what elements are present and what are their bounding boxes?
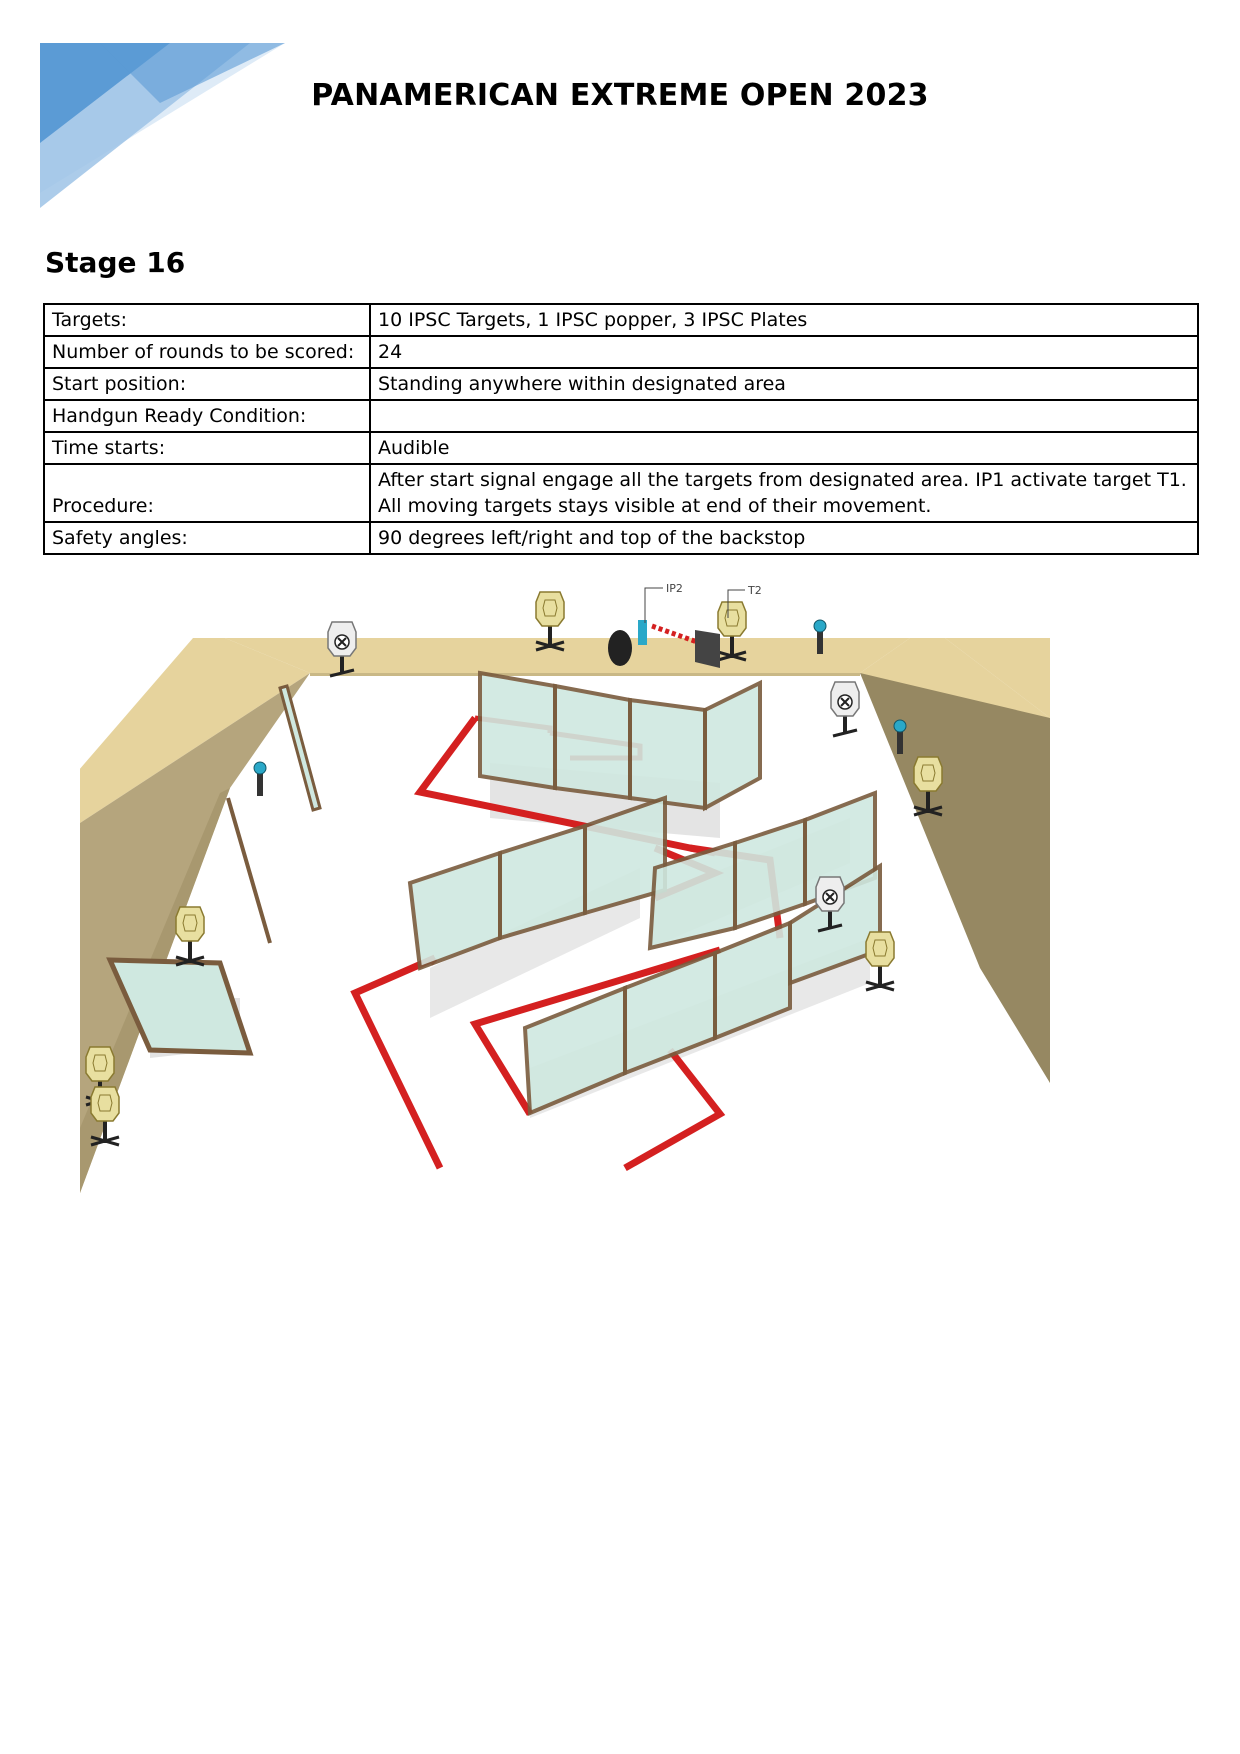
table-row xyxy=(44,432,1198,464)
table-row xyxy=(44,336,1198,368)
table-row xyxy=(44,464,1198,522)
stage-title: Stage 16 xyxy=(45,246,186,279)
row-value: Standing anywhere within designated area xyxy=(370,368,1198,400)
stage-briefing-table xyxy=(43,303,1199,555)
table-row xyxy=(44,400,1198,432)
stage-diagram xyxy=(80,578,1180,1238)
row-value: 90 degrees left/right and top of the backstop xyxy=(370,522,1198,554)
row-label: Start position: xyxy=(44,368,370,400)
row-label: Handgun Ready Condition: xyxy=(44,400,370,432)
label-t2: T2 xyxy=(748,584,762,597)
row-value: 24 xyxy=(370,336,1198,368)
row-label: Targets: xyxy=(44,304,370,336)
header-corner-graphic xyxy=(40,43,285,213)
document-title: PANAMERICAN EXTREME OPEN 2023 xyxy=(311,78,929,113)
row-value: 10 IPSC Targets, 1 IPSC popper, 3 IPSC Plates xyxy=(370,304,1198,336)
row-value: After start signal engage all the targets from designated area. IP1 activate target T1. All moving targets stays visible at end of their movement. xyxy=(370,464,1198,522)
label-ip2: IP2 xyxy=(666,582,683,595)
table-row xyxy=(44,522,1198,554)
row-label: Safety angles: xyxy=(44,522,370,554)
row-value: Audible xyxy=(370,432,1198,464)
row-label: Time starts: xyxy=(44,432,370,464)
table-row xyxy=(44,304,1198,336)
row-label: Procedure: xyxy=(44,464,370,522)
row-value xyxy=(370,400,1198,432)
table-row xyxy=(44,368,1198,400)
row-label: Number of rounds to be scored: xyxy=(44,336,370,368)
